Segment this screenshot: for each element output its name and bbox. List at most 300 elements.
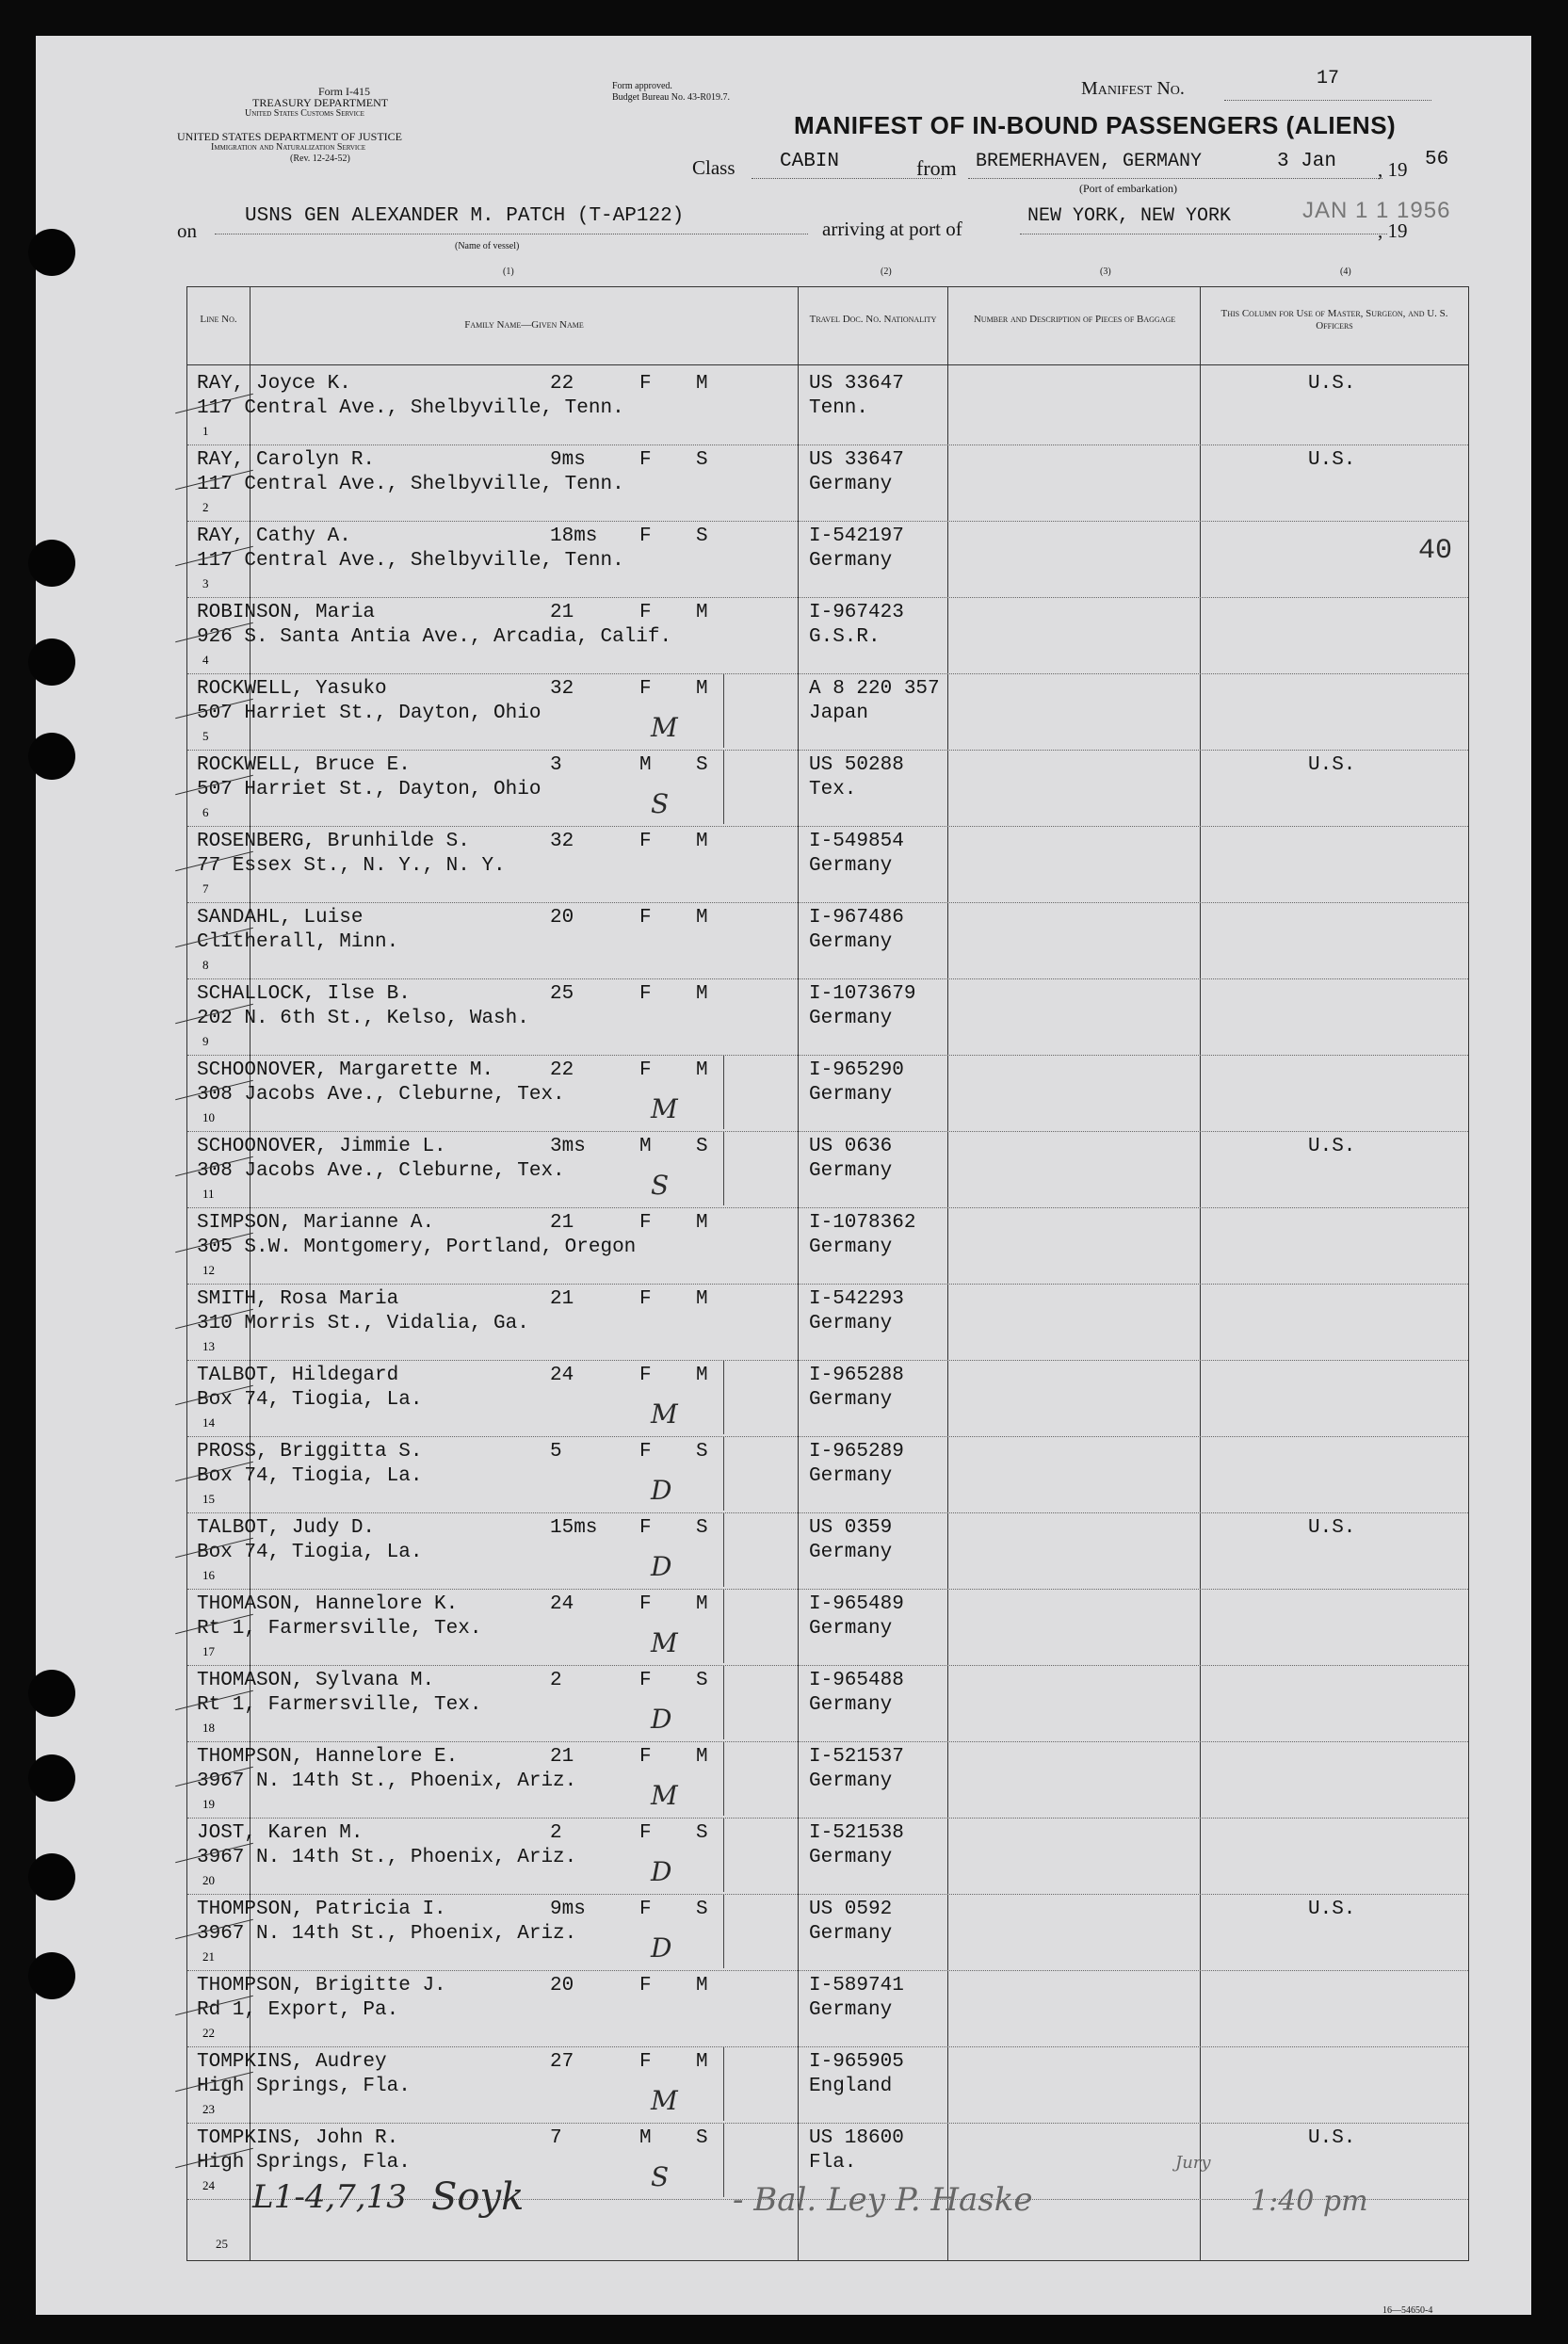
arrival-year-prefix: , 19 (1378, 219, 1408, 242)
passenger-address: High Springs, Fla. (197, 2152, 411, 2174)
nationality: Germany (809, 1618, 893, 1640)
table-row (187, 1590, 1468, 1666)
passenger-name: TALBOT, Hildegard (197, 1365, 399, 1386)
from-label: from (916, 156, 957, 180)
manifest-number: 17 (1317, 68, 1340, 89)
arriving-label: arriving at port of (822, 218, 962, 240)
passenger-sex: F (639, 1441, 652, 1463)
passenger-name: TOMPKINS, John R. (197, 2127, 399, 2149)
passenger-address: 926 S. Santa Antia Ave., Arcadia, Calif. (197, 626, 672, 648)
passenger-name: THOMASON, Hannelore K. (197, 1593, 459, 1615)
handwritten-status: S (651, 788, 670, 819)
passenger-sex: F (639, 1670, 652, 1691)
marital-status: S (696, 1441, 708, 1463)
marital-status: M (696, 1975, 708, 1996)
table-row (187, 1895, 1468, 1971)
table-row (187, 827, 1468, 903)
travel-doc-number: I-965290 (809, 1059, 904, 1081)
passenger-name: SCHOONOVER, Margarette M. (197, 1059, 494, 1081)
passenger-age: 2 (550, 1670, 562, 1691)
manifest-page (36, 36, 1531, 2315)
punch-hole (28, 733, 75, 780)
handwritten-status: D (651, 1551, 672, 1582)
passenger-sex: F (639, 1365, 652, 1386)
line-number: 19 (202, 1797, 215, 1811)
passenger-age: 9ms (550, 449, 586, 471)
passenger-address: 308 Jacobs Ave., Cleburne, Tex. (197, 1160, 565, 1182)
passenger-sex: F (639, 678, 652, 700)
status-tick (723, 1590, 724, 1663)
passenger-name: SCHALLOCK, Ilse B. (197, 983, 411, 1005)
table-row (187, 751, 1468, 827)
nationality: Germany (809, 931, 893, 953)
travel-doc-number: I-549854 (809, 831, 904, 852)
passenger-sex: F (639, 525, 652, 547)
passenger-age: 3 (550, 754, 562, 776)
passenger-address: Box 74, Tiogia, La. (197, 1465, 423, 1487)
status-tick (723, 1742, 724, 1816)
col-num-3: (3) (1100, 267, 1111, 277)
marital-status: M (696, 831, 708, 852)
travel-doc-number: I-965288 (809, 1365, 904, 1386)
passenger-address: 3967 N. 14th St., Phoenix, Ariz. (197, 1847, 577, 1868)
year-value: 56 (1425, 149, 1449, 170)
marital-status: M (696, 373, 708, 395)
line-number: 21 (202, 1949, 215, 1964)
bottom-time: 1:40 pm (1251, 2185, 1368, 2218)
marital-status: M (696, 1059, 708, 1081)
table-row (187, 1666, 1468, 1742)
travel-doc-number: US 0359 (809, 1517, 893, 1539)
line-number: 23 (202, 2102, 215, 2116)
marital-status: S (696, 525, 708, 547)
nationality: Germany (809, 1008, 893, 1029)
header-doc: Travel Doc. No. Nationality (809, 314, 937, 325)
passenger-sex: M (639, 2127, 652, 2149)
punch-hole (28, 1952, 75, 1999)
col-num-4: (4) (1340, 267, 1351, 277)
line-number: 4 (202, 653, 209, 667)
nationality: Tex. (809, 779, 857, 800)
marital-status: S (696, 2127, 708, 2149)
header-officers: This Column for Use of Master, Surgeon, and U. S. Officers (1220, 308, 1448, 331)
status-tick (723, 1361, 724, 1434)
line-number: 7 (202, 881, 209, 896)
handwritten-status: M (651, 1093, 678, 1124)
footer-code: 16—54650-4 (1382, 2305, 1433, 2316)
status-tick (723, 1437, 724, 1511)
passenger-name: PROSS, Briggitta S. (197, 1441, 423, 1463)
passenger-sex: F (639, 1899, 652, 1920)
officer-note: U.S. (1308, 2127, 1356, 2149)
passenger-age: 18ms (550, 525, 598, 547)
passenger-address: 117 Central Ave., Shelbyville, Tenn. (197, 397, 624, 419)
table-row (187, 903, 1468, 979)
marital-status: M (696, 907, 708, 929)
passenger-sex: F (639, 373, 652, 395)
line-number: 5 (202, 729, 209, 743)
passenger-address: Rt 1, Farmersville, Tex. (197, 1694, 482, 1716)
passenger-name: THOMASON, Sylvana M. (197, 1670, 435, 1691)
passenger-name: ROBINSON, Maria (197, 602, 376, 623)
table-row (187, 1971, 1468, 2047)
customs-service: United States Customs Service (245, 108, 364, 119)
class-value: CABIN (780, 151, 840, 172)
passenger-age: 2 (550, 1822, 562, 1844)
marital-status: S (696, 754, 708, 776)
from-underline (968, 178, 1382, 179)
table-row (187, 1819, 1468, 1895)
col-num-2: (2) (881, 267, 892, 277)
handwritten-status: M (651, 1398, 678, 1430)
passenger-address: 507 Harriet St., Dayton, Ohio (197, 779, 542, 800)
marital-status: S (696, 1517, 708, 1539)
treasury-dept: TREASURY DEPARTMENT (252, 96, 389, 109)
manifest-title: MANIFEST OF IN-BOUND PASSENGERS (ALIENS) (794, 111, 1397, 139)
side-number: 40 (1418, 535, 1453, 567)
line-number: 12 (202, 1263, 215, 1277)
status-tick (723, 1666, 724, 1739)
travel-doc-number: I-589741 (809, 1975, 904, 1996)
punch-hole (28, 540, 75, 587)
punch-hole (28, 639, 75, 686)
table-row (187, 1208, 1468, 1285)
passenger-age: 5 (550, 1441, 562, 1463)
passenger-name: RAY, Joyce K. (197, 373, 351, 395)
status-tick (723, 674, 724, 748)
year-prefix: , 19 (1378, 158, 1408, 181)
passenger-sex: F (639, 1288, 652, 1310)
nationality: Germany (809, 550, 893, 572)
bottom-signature: Soyk (431, 2175, 525, 2219)
sail-date: 3 Jan (1277, 151, 1337, 172)
passenger-name: ROSENBERG, Brunhilde S. (197, 831, 470, 852)
table-row (187, 1361, 1468, 1437)
nationality: Germany (809, 1389, 893, 1411)
nationality: Germany (809, 1160, 893, 1182)
vessel-caption: (Name of vessel) (455, 241, 520, 251)
travel-doc-number: I-1078362 (809, 1212, 916, 1234)
revision: (Rev. 12-24-52) (290, 154, 350, 164)
form-number: Form I-415 (318, 85, 370, 98)
nationality: Tenn. (809, 397, 869, 419)
passenger-sex: F (639, 1975, 652, 1996)
line-number: 16 (202, 1568, 215, 1582)
passenger-age: 21 (550, 1288, 574, 1310)
passenger-name: THOMPSON, Hannelore E. (197, 1746, 459, 1768)
passenger-sex: M (639, 1136, 652, 1157)
table-row (187, 369, 1468, 445)
line-number: 14 (202, 1415, 215, 1430)
line-number: 20 (202, 1873, 215, 1887)
on-label: on (177, 219, 197, 242)
passenger-address: 3967 N. 14th St., Phoenix, Ariz. (197, 1923, 577, 1945)
travel-doc-number: I-965289 (809, 1441, 904, 1463)
travel-doc-number: I-521538 (809, 1822, 904, 1844)
passenger-sex: F (639, 1593, 652, 1615)
passenger-address: 310 Morris St., Vidalia, Ga. (197, 1313, 529, 1334)
passenger-age: 24 (550, 1365, 574, 1386)
passenger-sex: F (639, 983, 652, 1005)
marital-status: S (696, 1822, 708, 1844)
passenger-address: Box 74, Tiogia, La. (197, 1542, 423, 1563)
passenger-age: 21 (550, 1212, 574, 1234)
justice-dept: UNITED STATES DEPARTMENT OF JUSTICE (177, 130, 403, 143)
punch-hole (28, 1754, 75, 1802)
table-row (187, 598, 1468, 674)
passenger-address: 117 Central Ave., Shelbyville, Tenn. (197, 550, 624, 572)
manifest-underline (1224, 100, 1431, 101)
table-row (187, 1132, 1468, 1208)
line-number: 3 (202, 576, 209, 590)
passenger-age: 21 (550, 1746, 574, 1768)
status-tick (723, 2047, 724, 2121)
marital-status: M (696, 1593, 708, 1615)
passenger-address: 305 S.W. Montgomery, Portland, Oregon (197, 1237, 637, 1258)
class-underline (752, 178, 942, 179)
header-name: Family Name—Given Name (464, 319, 584, 331)
passenger-name: SCHOONOVER, Jimmie L. (197, 1136, 446, 1157)
bottom-superscript: Jury (1175, 2153, 1211, 2173)
marital-status: M (696, 602, 708, 623)
passenger-name: SANDAHL, Luise (197, 907, 364, 929)
line-number: 24 (202, 2178, 215, 2192)
passenger-address: Clitherall, Minn. (197, 931, 399, 953)
officer-note: U.S. (1308, 373, 1356, 395)
port-caption: (Port of embarkation) (1079, 182, 1177, 195)
line-number: 1 (202, 424, 209, 438)
passenger-sex: F (639, 1822, 652, 1844)
status-tick (723, 1056, 724, 1129)
punch-hole (28, 1670, 75, 1717)
passenger-name: TALBOT, Judy D. (197, 1517, 376, 1539)
passenger-sex: F (639, 449, 652, 471)
table-row (187, 2047, 1468, 2124)
travel-doc-number: US 0592 (809, 1899, 893, 1920)
handwritten-status: M (651, 2085, 678, 2116)
table-row (187, 979, 1468, 1056)
passenger-address: Box 74, Tiogia, La. (197, 1389, 423, 1411)
table-row (187, 1056, 1468, 1132)
officer-note: U.S. (1308, 449, 1356, 471)
travel-doc-number: I-1073679 (809, 983, 916, 1005)
handwritten-status: S (651, 2161, 670, 2192)
passenger-age: 32 (550, 831, 574, 852)
passenger-name: THOMPSON, Patricia I. (197, 1899, 446, 1920)
passenger-name: TOMPKINS, Audrey (197, 2051, 387, 2073)
travel-doc-number: I-965905 (809, 2051, 904, 2073)
budget-bureau: Budget Bureau No. 43-R019.7. (612, 92, 730, 103)
status-tick (723, 1895, 724, 1968)
table-row (187, 1285, 1468, 1361)
travel-doc-number: A 8 220 357 (809, 678, 940, 700)
table-row (187, 445, 1468, 522)
col-num-1: (1) (503, 267, 514, 277)
marital-status: M (696, 1746, 708, 1768)
header-line-no: Line No. (200, 314, 237, 325)
passenger-age: 9ms (550, 1899, 586, 1920)
line-number: 17 (202, 1644, 215, 1658)
status-tick (723, 1513, 724, 1587)
marital-status: S (696, 1670, 708, 1691)
passenger-sex: F (639, 2051, 652, 2073)
passenger-address: 77 Essex St., N. Y., N. Y. (197, 855, 506, 877)
travel-doc-number: I-967423 (809, 602, 904, 623)
marital-status: S (696, 1899, 708, 1920)
travel-doc-number: I-521537 (809, 1746, 904, 1768)
passenger-sex: F (639, 602, 652, 623)
line-number-25: 25 (216, 2237, 228, 2251)
nationality: Germany (809, 1847, 893, 1868)
ins-service: Immigration and Naturalization Service (211, 142, 366, 153)
nationality: England (809, 2076, 893, 2097)
passenger-age: 24 (550, 1593, 574, 1615)
officer-note: U.S. (1308, 754, 1356, 776)
passenger-address: 507 Harriet St., Dayton, Ohio (197, 703, 542, 724)
passenger-sex: F (639, 1517, 652, 1539)
line-number: 18 (202, 1721, 215, 1735)
passenger-address: High Springs, Fla. (197, 2076, 411, 2097)
manifest-label: Manifest No. (1081, 78, 1185, 99)
passenger-sex: F (639, 907, 652, 929)
handwritten-status: D (651, 1475, 672, 1506)
nationality: Germany (809, 1694, 893, 1716)
handwritten-status: S (651, 1170, 670, 1201)
handwritten-status: M (651, 712, 678, 743)
line-number: 22 (202, 2026, 215, 2040)
passenger-name: RAY, Carolyn R. (197, 449, 376, 471)
line-number: 6 (202, 805, 209, 819)
passenger-name: JOST, Karen M. (197, 1822, 364, 1844)
line-number: 8 (202, 958, 209, 972)
passenger-age: 3ms (550, 1136, 586, 1157)
handwritten-status: M (651, 1780, 678, 1811)
passenger-age: 22 (550, 1059, 574, 1081)
travel-doc-number: US 0636 (809, 1136, 893, 1157)
marital-status: S (696, 449, 708, 471)
travel-doc-number: US 50288 (809, 754, 904, 776)
status-tick (723, 1819, 724, 1892)
nationality: Germany (809, 1237, 893, 1258)
passenger-address: 3967 N. 14th St., Phoenix, Ariz. (197, 1770, 577, 1792)
passenger-name: ROCKWELL, Yasuko (197, 678, 387, 700)
line-number: 10 (202, 1110, 215, 1124)
passenger-age: 27 (550, 2051, 574, 2073)
line-number: 9 (202, 1034, 209, 1048)
line-number: 2 (202, 500, 209, 514)
line-number: 15 (202, 1492, 215, 1506)
passenger-age: 25 (550, 983, 574, 1005)
passenger-sex: M (639, 754, 652, 776)
nationality: Germany (809, 1313, 893, 1334)
passenger-age: 7 (550, 2127, 562, 2149)
handwritten-status: D (651, 1932, 672, 1964)
passenger-sex: F (639, 831, 652, 852)
bottom-left-note: L1-4,7,13 (252, 2178, 407, 2216)
passenger-address: 202 N. 6th St., Kelso, Wash. (197, 1008, 529, 1029)
travel-doc-number: I-542293 (809, 1288, 904, 1310)
punch-hole (28, 1853, 75, 1900)
nationality: Germany (809, 474, 893, 495)
passenger-name: THOMPSON, Brigitte J. (197, 1975, 446, 1996)
marital-status: M (696, 678, 708, 700)
marital-status: M (696, 1212, 708, 1234)
nationality: Germany (809, 855, 893, 877)
officer-note: U.S. (1308, 1136, 1356, 1157)
status-tick (723, 2124, 724, 2197)
nationality: G.S.R. (809, 626, 881, 648)
handwritten-status: D (651, 1856, 672, 1887)
nationality: Germany (809, 1465, 893, 1487)
line-number: 13 (202, 1339, 215, 1353)
table-row (187, 674, 1468, 751)
passenger-address: Rt 1, Farmersville, Tex. (197, 1618, 482, 1640)
line-number: 11 (202, 1187, 215, 1201)
passenger-age: 32 (550, 678, 574, 700)
marital-status: M (696, 1365, 708, 1386)
travel-doc-number: US 18600 (809, 2127, 904, 2149)
nationality: Germany (809, 1999, 893, 2021)
nationality: Germany (809, 1542, 893, 1563)
travel-doc-number: I-965488 (809, 1670, 904, 1691)
travel-doc-number: US 33647 (809, 373, 904, 395)
status-tick (723, 751, 724, 824)
arrival-date-stamp: JAN 1 1 1956 (1302, 198, 1451, 223)
passenger-name: ROCKWELL, Bruce E. (197, 754, 411, 776)
table-row (187, 1513, 1468, 1590)
class-label: Class (692, 156, 736, 179)
marital-status: M (696, 2051, 708, 2073)
nationality: Germany (809, 1084, 893, 1106)
bottom-mid-note: - Bal. Ley P. Haske (733, 2181, 1033, 2219)
nationality: Fla. (809, 2152, 857, 2174)
table-row (187, 1742, 1468, 1819)
passenger-address: 308 Jacobs Ave., Cleburne, Tex. (197, 1084, 565, 1106)
passenger-age: 20 (550, 1975, 574, 1996)
arrival-port: NEW YORK, NEW YORK (1027, 205, 1232, 227)
travel-doc-number: I-542197 (809, 525, 904, 547)
passenger-age: 15ms (550, 1517, 598, 1539)
passenger-sex: F (639, 1746, 652, 1768)
nationality: Germany (809, 1770, 893, 1792)
table-row (187, 522, 1468, 598)
nationality: Germany (809, 1923, 893, 1945)
travel-doc-number: US 33647 (809, 449, 904, 471)
passenger-address: 117 Central Ave., Shelbyville, Tenn. (197, 474, 624, 495)
passenger-name: SMITH, Rosa Maria (197, 1288, 399, 1310)
passenger-address: Rd 1, Export, Pa. (197, 1999, 399, 2021)
marital-status: S (696, 1136, 708, 1157)
passenger-age: 21 (550, 602, 574, 623)
table-row (187, 1437, 1468, 1513)
vessel-name: USNS GEN ALEXANDER M. PATCH (T-AP122) (245, 205, 685, 227)
officer-note: U.S. (1308, 1517, 1356, 1539)
officer-note: U.S. (1308, 1899, 1356, 1920)
passenger-age: 22 (550, 373, 574, 395)
handwritten-status: D (651, 1704, 672, 1735)
form-approved: Form approved. (612, 81, 672, 91)
travel-doc-number: I-967486 (809, 907, 904, 929)
marital-status: M (696, 1288, 708, 1310)
from-value: BREMERHAVEN, GERMANY (976, 151, 1203, 172)
nationality: Japan (809, 703, 869, 724)
passenger-name: RAY, Cathy A. (197, 525, 351, 547)
passenger-name: SIMPSON, Marianne A. (197, 1212, 435, 1234)
passenger-sex: F (639, 1059, 652, 1081)
header-baggage: Number and Description of Pieces of Baggage (973, 314, 1176, 325)
punch-hole (28, 229, 75, 276)
handwritten-status: M (651, 1627, 678, 1658)
